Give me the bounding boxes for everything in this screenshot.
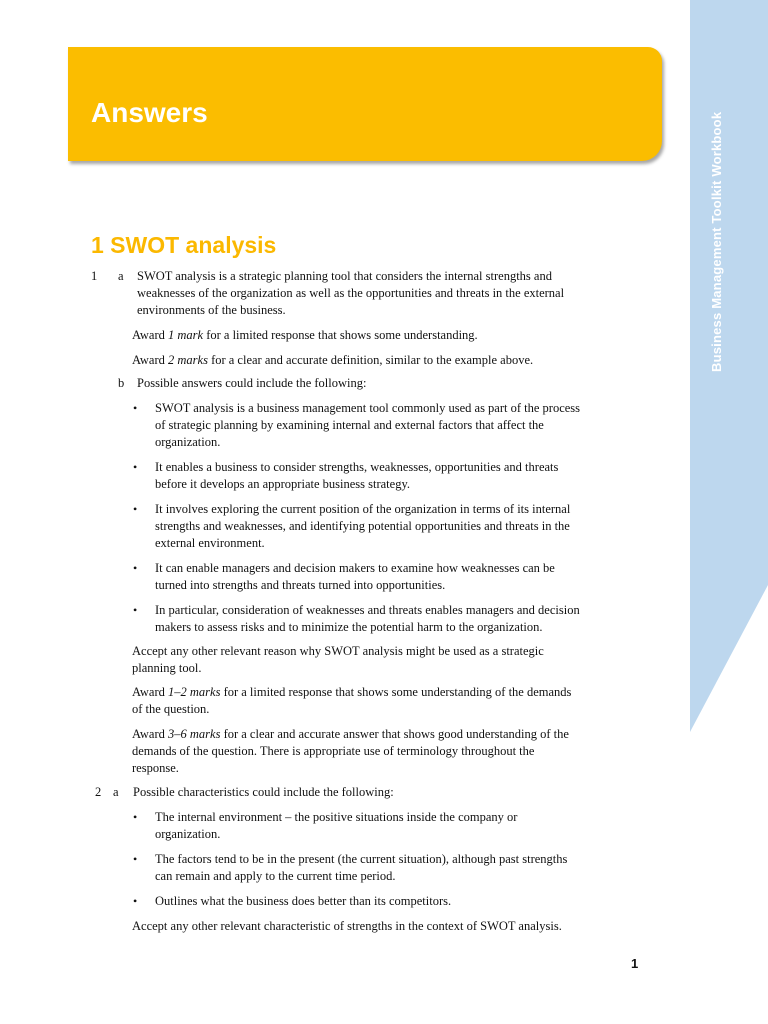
q1b-bullet-4-line-1: It can enable managers and decision makers to examine how weaknesses can be: [155, 561, 555, 575]
q1-part-b-letter: b: [118, 376, 125, 390]
q2a-bullet-2-line-1: The factors tend to be in the present (the current situation), although past strengths: [155, 852, 568, 866]
side-tab-label: Business Management Toolkit Workbook: [709, 111, 724, 372]
q2-number: 2: [95, 785, 102, 799]
q2a-bullet-2-line-2: can remain and apply to the current time period.: [155, 869, 396, 883]
page-number: 1: [631, 956, 639, 971]
q1b-bullet-3-line-1: It involves exploring the current position of the organization in terms of its internal: [155, 502, 571, 516]
section-heading: 1 SWOT analysis: [91, 232, 277, 258]
q1b-accept-line-1: Accept any other relevant reason why SWOT analysis might be used as a strategic: [132, 644, 544, 658]
q2-part-a-letter: a: [113, 785, 119, 799]
side-tab-shape: [690, 0, 768, 1024]
answers-banner: [68, 47, 662, 161]
q1b-bullet-5-line-2: makers to assess risks and to minimize the potential harm to the organization.: [155, 620, 543, 634]
q1a-line-1: SWOT analysis is a strategic planning tool that considers the internal strengths and: [137, 269, 552, 283]
q1b-bullet-1-line-2: of strategic planning by examining internal and external factors that affect the: [155, 418, 544, 432]
q1b-bullet-2-line-1: It enables a business to consider strengths, weaknesses, opportunities and threats: [155, 460, 559, 474]
q1b-award-b-line-3: response.: [132, 761, 179, 775]
q1b-award-a-line-1: Award 1–2 marks for a limited response that shows some understanding of the demands: [132, 685, 572, 699]
q1b-bullet-3-line-2: strengths and weaknesses, and identifying potential opportunities and threats in the: [155, 519, 570, 533]
q2a-bullet-1-line-1: The internal environment – the positive situations inside the company or: [155, 810, 518, 824]
list-item-bullet: •: [133, 401, 138, 415]
q1b-bullet-1-line-3: organization.: [155, 435, 221, 449]
q1b-accept-line-2: planning tool.: [132, 661, 202, 675]
q2a-bullet-1-line-2: organization.: [155, 827, 221, 841]
q2a-accept: Accept any other relevant characteristic of strengths in the context of SWOT analysis.: [132, 919, 562, 933]
q1a-award-1: Award 1 mark for a limited response that shows some understanding.: [132, 328, 478, 342]
list-item-bullet: •: [133, 810, 138, 824]
side-tab: [690, 0, 768, 1024]
q1-part-a-letter: a: [118, 269, 124, 283]
q2a-intro: Possible characteristics could include the following:: [133, 785, 394, 799]
q1b-bullet-4-line-2: turned into strengths and threats turned into opportunities.: [155, 578, 446, 592]
list-item-bullet: •: [133, 502, 138, 516]
banner-title: Answers: [91, 97, 208, 128]
list-item-bullet: •: [133, 460, 138, 474]
q1b-award-b-line-2: demands of the question. There is appropriate use of terminology throughout the: [132, 744, 535, 758]
list-item-bullet: •: [133, 852, 138, 866]
list-item-bullet: •: [133, 561, 138, 575]
q1b-bullet-5-line-1: In particular, consideration of weaknesses and threats enables managers and decision: [155, 603, 580, 617]
list-item-bullet: •: [133, 894, 138, 908]
q2a-bullet-3-line-1: Outlines what the business does better than its competitors.: [155, 894, 452, 908]
q1b-bullet-1-line-1: SWOT analysis is a business management tool commonly used as part of the process: [155, 401, 581, 415]
q1b-bullet-2-line-2: before it develops an appropriate business strategy.: [155, 477, 411, 491]
q1b-intro: Possible answers could include the following:: [137, 376, 367, 390]
q1a-line-2: weaknesses of the organization as well as the opportunities and threats in the external: [137, 286, 565, 300]
q1b-award-b-line-1: Award 3–6 marks for a clear and accurate answer that shows good understanding of the: [132, 727, 569, 741]
q1b-award-a-line-2: of the question.: [132, 702, 210, 716]
list-item-bullet: •: [133, 603, 138, 617]
q1a-line-3: environments of the business.: [137, 303, 286, 317]
q1-number: 1: [91, 269, 98, 283]
q1a-award-2: Award 2 marks for a clear and accurate definition, similar to the example above.: [132, 353, 534, 367]
q1b-bullet-3-line-3: external environment.: [155, 536, 265, 550]
